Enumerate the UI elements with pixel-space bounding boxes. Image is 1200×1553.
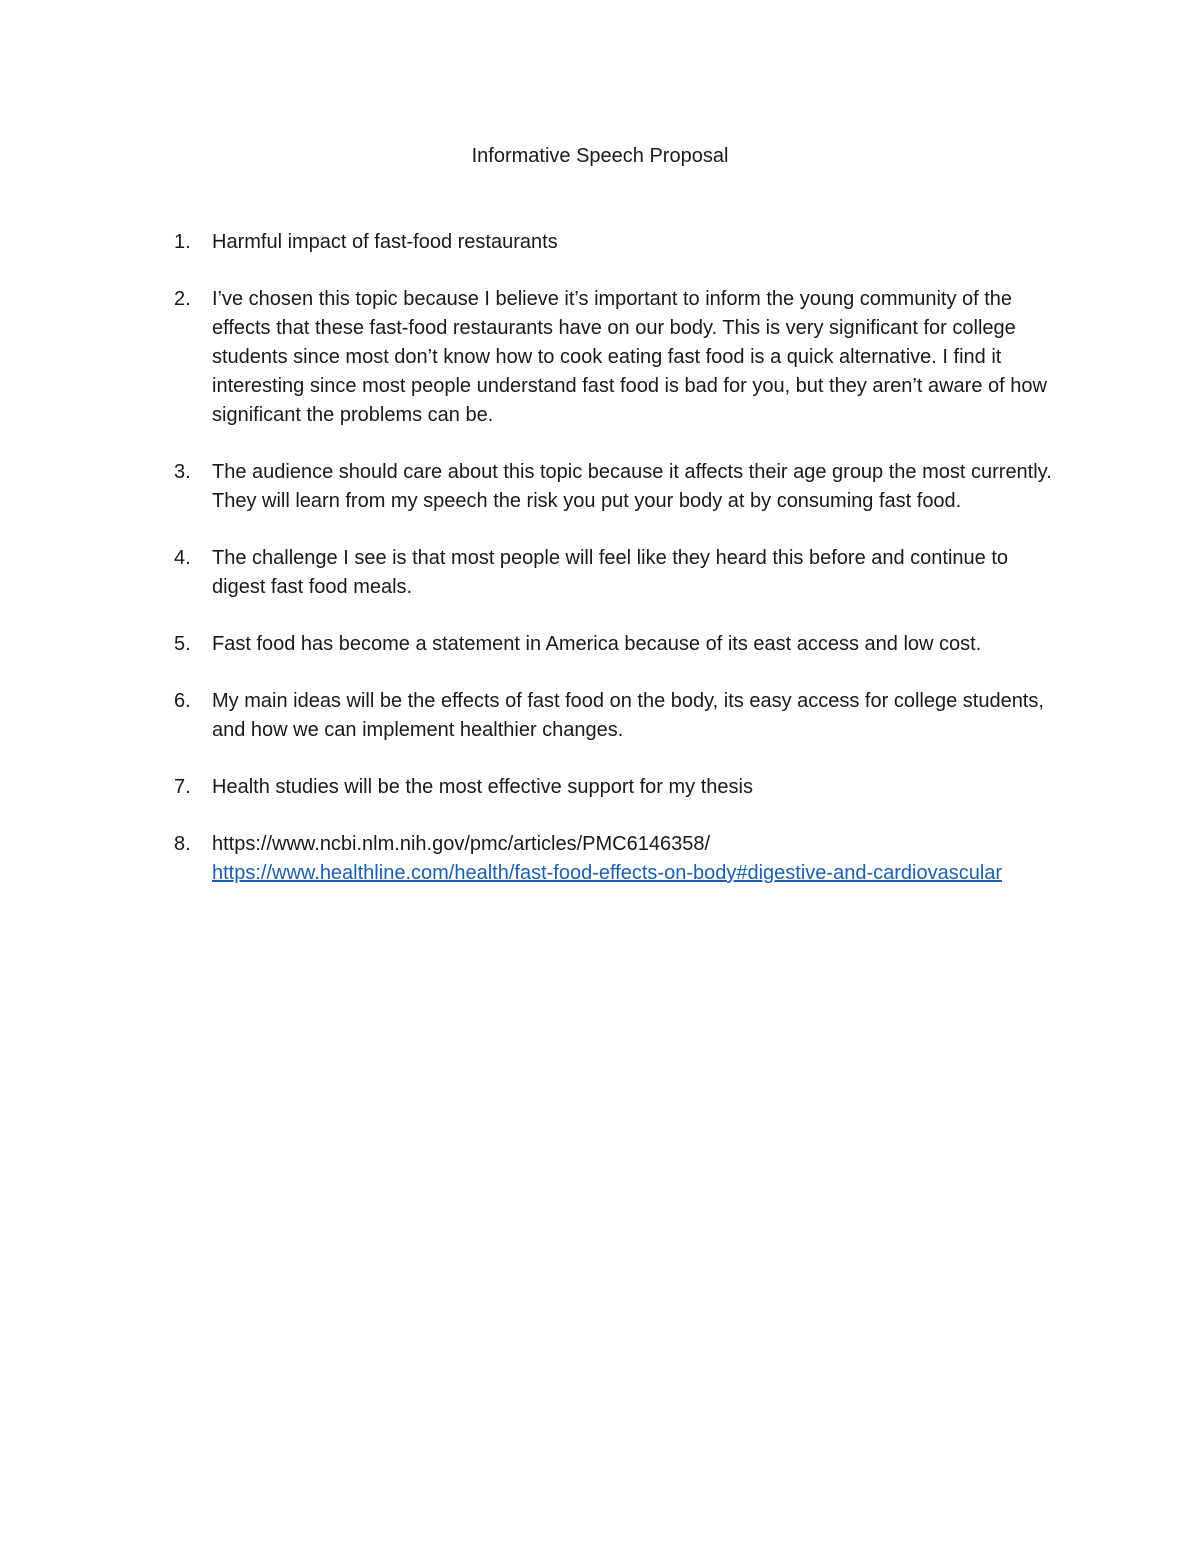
list-item-text: Harmful impact of fast-food restaurants — [212, 231, 558, 253]
list-item-2 — [174, 285, 1064, 430]
list-number: 7. — [174, 776, 191, 798]
list-item-3 — [174, 458, 1064, 516]
list-item-6 — [174, 687, 1064, 745]
list-item-text: Health studies will be the most effective support for my thesis — [212, 776, 753, 798]
source-url-plain: https://www.ncbi.nlm.nih.gov/pmc/articles/PMC6146358/ — [212, 833, 710, 855]
list-number: 6. — [174, 690, 191, 712]
list-item-4 — [174, 544, 1064, 602]
list-item-8-sources — [174, 830, 1064, 888]
list-number: 2. — [174, 288, 191, 310]
list-number: 4. — [174, 547, 191, 569]
list-item-5 — [174, 630, 1064, 659]
list-item-7 — [174, 773, 1064, 802]
list-number: 3. — [174, 461, 191, 483]
list-item-text: The challenge I see is that most people will feel like they heard this before and continue to digest fast food meals. — [212, 547, 1009, 598]
list-item-text: My main ideas will be the effects of fast food on the body, its easy access for college students, and how we can implement healthier changes. — [212, 690, 1044, 741]
source-hyperlink[interactable]: https://www.healthline.com/health/fast-food-effects-on-body#digestive-and-cardiovascular — [212, 862, 1003, 884]
list-number: 5. — [174, 633, 191, 655]
list-item-text: I’ve chosen this topic because I believe it’s important to inform the young community of the effects that these fast-food restaurants have on our body. This is very significant for college students since most don’t know how to cook eating fast food is a quick alternative. I find it interesting since most people understand fast food is bad for you, but they aren’t aware of how significant the problems can be. — [212, 288, 1047, 426]
list-item-1 — [174, 228, 1064, 257]
list-item-text: Fast food has become a statement in America because of its east access and low cost. — [212, 633, 982, 655]
list-number: 1. — [174, 231, 191, 253]
proposal-list — [174, 228, 1064, 916]
list-number: 8. — [174, 833, 191, 855]
document-title: Informative Speech Proposal — [471, 145, 729, 167]
list-item-text: The audience should care about this topic because it affects their age group the most currently. They will learn from my speech the risk you put your body at by consuming fast food. — [212, 461, 1052, 512]
